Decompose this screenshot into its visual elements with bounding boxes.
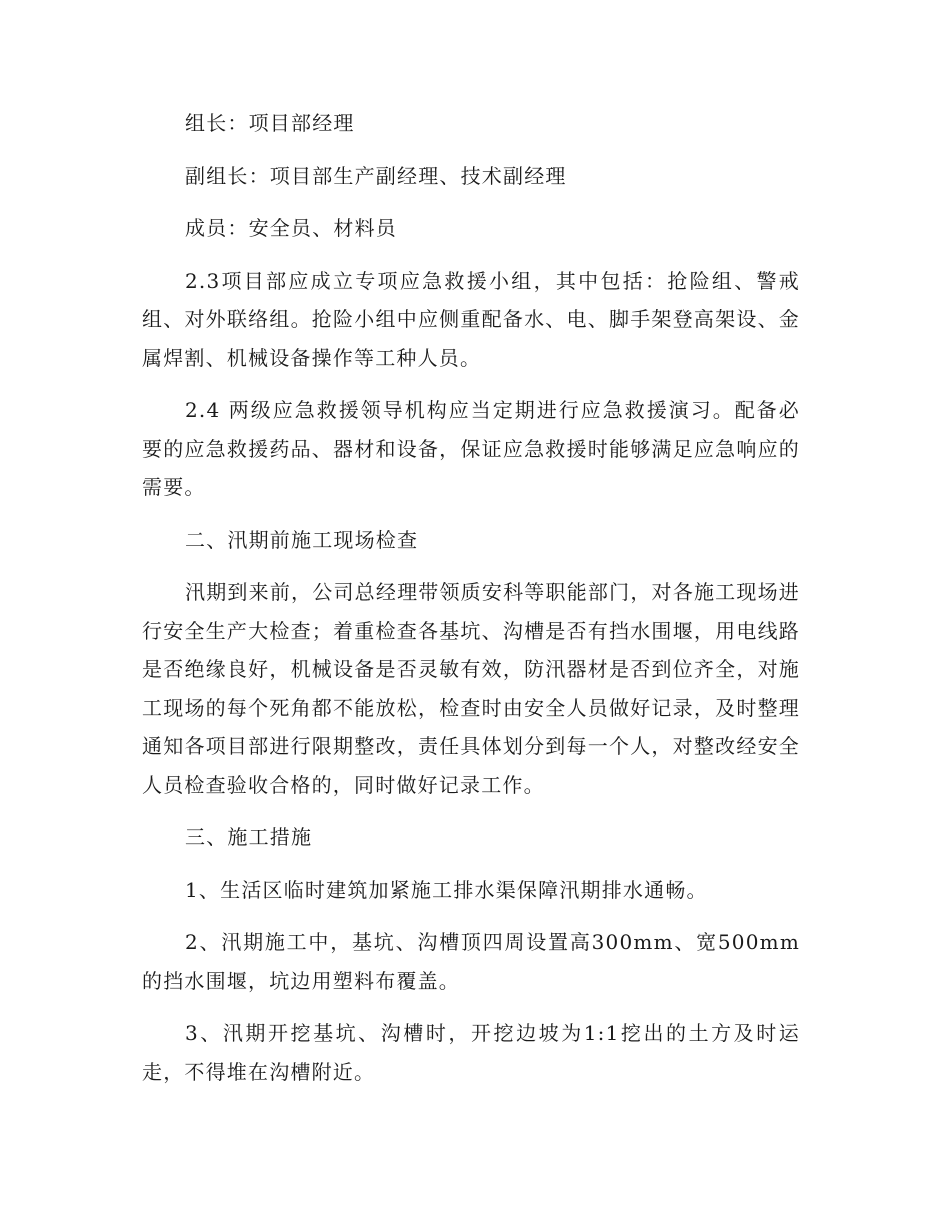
paragraph-section-2-4: 2.4 两级应急救援领导机构应当定期进行应急救援演习。配备必要的应急救援药品、器材和设备，保证应急救援时能够满足应急响应的需要。 xyxy=(142,398,800,499)
heading-construction-measures: 三、施工措施 xyxy=(185,825,313,849)
paragraph-measure-1: 1、生活区临时建筑加紧施工排水渠保障汛期排水通畅。 xyxy=(185,877,708,902)
paragraph-deputy-leader: 副组长：项目部生产副经理、技术副经理 xyxy=(185,163,567,188)
paragraph-team-leader: 组长：项目部经理 xyxy=(185,111,355,135)
paragraph-measure-2: 2、汛期施工中，基坑、沟槽顶四周设置高300mm、宽500mm的挡水围堰，坑边用塑料布覆盖。 xyxy=(142,930,800,993)
paragraph-section-2-3: 2.3项目部应成立专项应急救援小组，其中包括：抢险组、警戒组、对外联络组。抢险小组中应侧重配备水、电、脚手架登高架设、金属焊割、机械设备操作等工种人员。 xyxy=(142,268,800,370)
paragraph-pre-flood-inspection: 汛期到来前，公司总经理带领质安科等职能部门，对各施工现场进行安全生产大检查；着重检查各基坑、沟槽是否有挡水围堰，用电线路是否绝缘良好，机械设备是否灵敏有效，防汛器材是否到位齐全，对施工现场的每个死角都不能放松，检查时由安全人员做好记录，及时整理通知各项目部进行限期整改，责任具体划分到每一个人，对整改经安全人员检查验收合格的，同时做好记录工作。 xyxy=(142,580,800,797)
paragraph-measure-3: 3、汛期开挖基坑、沟槽时，开挖边坡为1:1挖出的土方及时运走，不得堆在沟槽附近。 xyxy=(142,1021,800,1084)
heading-pre-flood-inspection: 二、汛期前施工现场检查 xyxy=(185,527,419,552)
paragraph-members: 成员：安全员、材料员 xyxy=(185,216,397,240)
